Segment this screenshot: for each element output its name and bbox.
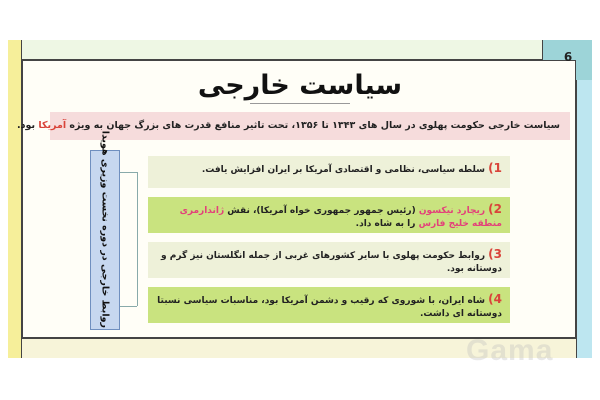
item-text: شاه ایران، با شوروی که رقیب و دشمن آمریکا بود، مناسبات سیاسی نسبتا دوستانه ای داشت.	[157, 296, 502, 319]
title-divider	[250, 103, 350, 104]
item-number: 2)	[488, 202, 502, 216]
slide-title: سیاست خارجی	[197, 70, 403, 101]
list-item	[148, 287, 510, 323]
item-highlight: ریچارد نیکسون	[418, 206, 486, 216]
intro-text-before: سیاست خارجی حکومت پهلوی در سال های ۱۳۴۳ تا ۱۳۵۶، تحت تاثیر منافع قدرت های بزرگ جهان به ویژه	[66, 120, 560, 131]
connector-line	[137, 172, 138, 306]
item-number: 1)	[488, 161, 502, 175]
item-text: سلطه سیاسی، نظامی و اقتصادی آمریکا بر ایران افزایش یافت.	[201, 165, 489, 175]
list-item	[148, 242, 510, 278]
frame-band-right	[576, 80, 592, 358]
intro-highlight: آمریکا	[38, 120, 67, 131]
item-text: روابط حکومت پهلوی با سایر کشورهای غربی از جمله انگلستان نیز گرم و دوستانه بود.	[161, 251, 502, 274]
list-item	[148, 197, 510, 233]
intro-text-after: بود.	[17, 120, 39, 131]
connector-branch	[120, 306, 137, 307]
page-number: 6	[563, 50, 573, 64]
side-label: روابط خارجی در دوره نخست وزیری هویدا	[99, 130, 111, 328]
side-label-box	[90, 130, 120, 330]
intro-sentence	[17, 112, 570, 140]
list-item	[148, 156, 510, 188]
connector-branch	[120, 172, 137, 173]
item-highlight: ژاندارمری منطقه خلیج فارس	[179, 206, 502, 229]
item-number: 3)	[488, 247, 502, 261]
item-text: (رئیس جمهور جمهوری خواه آمریکا)، نقش	[224, 206, 419, 216]
item-number: 4)	[488, 292, 502, 306]
item-text: را به شاه داد.	[355, 219, 419, 229]
watermark-logo: Gama	[466, 334, 554, 367]
frame-band-top	[22, 40, 542, 60]
